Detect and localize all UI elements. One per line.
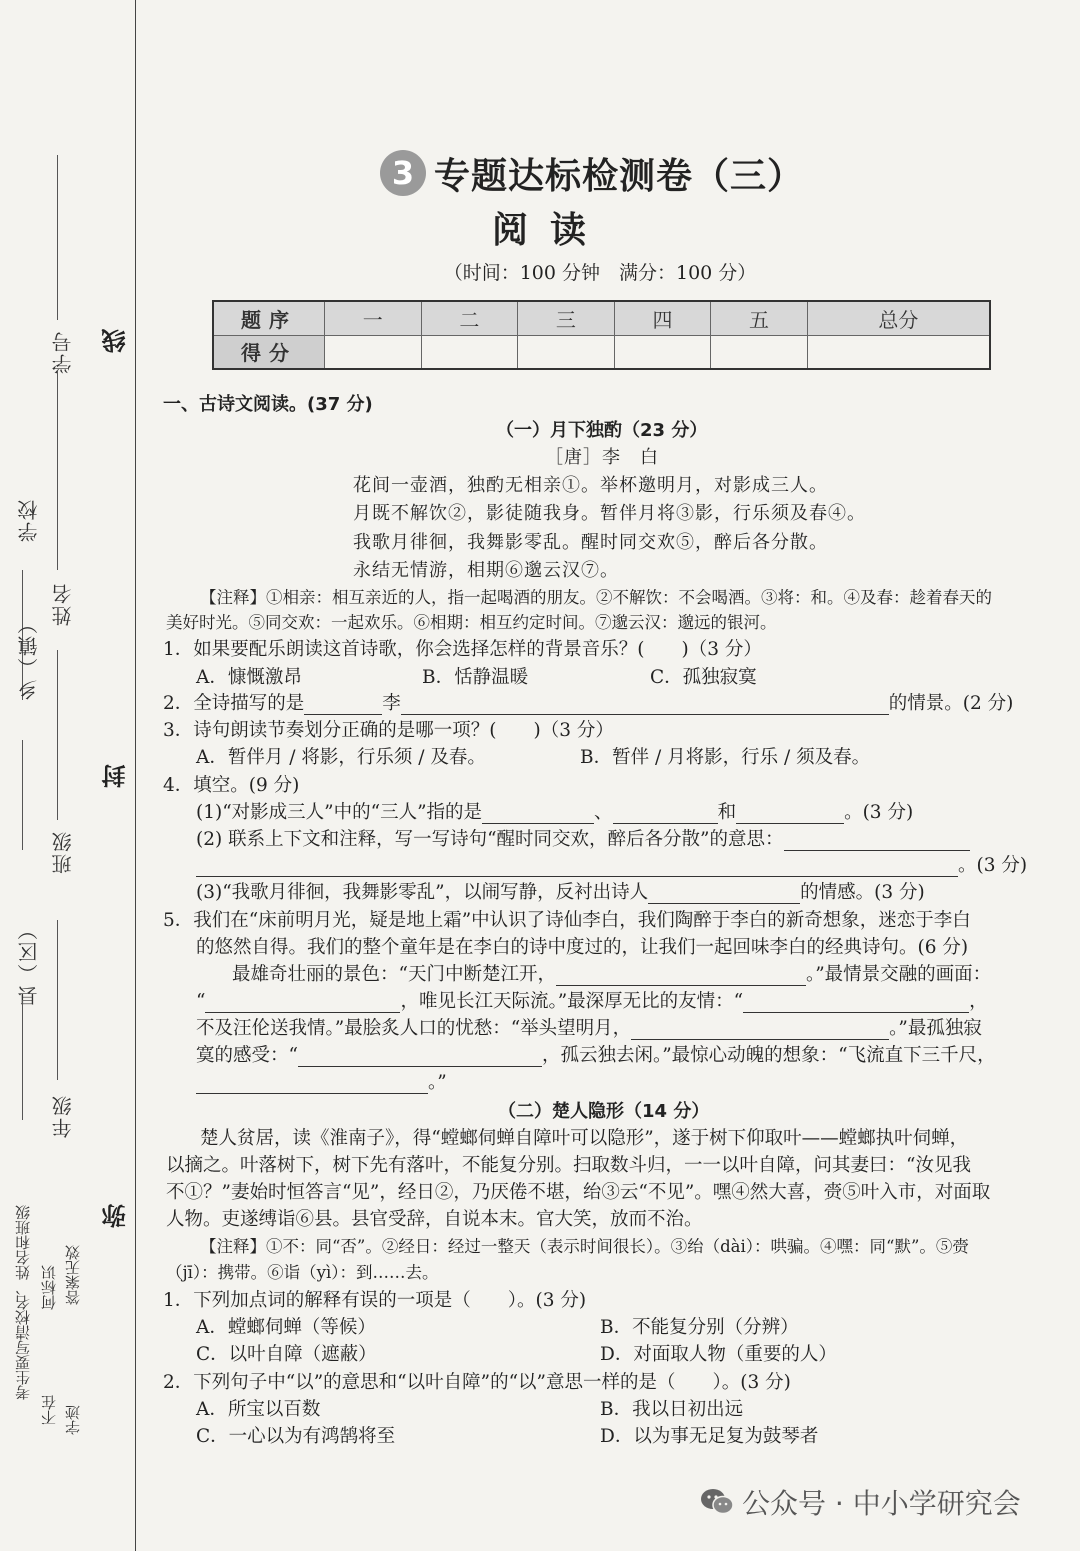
blank-county	[22, 1000, 23, 1120]
score-cell[interactable]	[421, 335, 518, 369]
s2-q1-opt-d: D．对面取人物（重要的人）	[600, 1344, 837, 1365]
q2: 2．全诗描写的是 李 的情景。(2 分)	[163, 693, 1014, 714]
q1-opt-b: B．恬静温暖	[422, 667, 529, 688]
q5-blank-5[interactable]	[298, 1048, 542, 1067]
q2-blank-1[interactable]	[304, 696, 382, 715]
q5-a: 5．我们在“床前明月光，疑是地上霜”中认识了诗仙李白，我们陶醉于李白的新奇想象，迷恋于李白	[163, 910, 971, 931]
story-line-3: 不①？”妻始时恒答言“见”，经日②，乃厌倦不堪，绐③云“不见”。嘿④然大喜，赍⑤叶入市，对面取	[166, 1182, 991, 1203]
score-cell[interactable]	[518, 335, 615, 369]
watermark: 公众号 · 中小学研究会	[700, 1482, 1021, 1522]
q5-blank-1[interactable]	[556, 967, 806, 986]
blank-class	[57, 650, 58, 820]
poem-author: ［唐］李 白	[545, 447, 659, 468]
q4-1-blank-1[interactable]	[482, 805, 594, 824]
q5-g: 。”	[196, 1068, 1040, 1094]
row-head-score: 得分	[213, 335, 325, 369]
label-grade: 年级	[51, 1094, 75, 1138]
exam-title	[380, 143, 804, 203]
blank-town	[22, 740, 23, 850]
title-text: 专题达标检测卷（三）	[434, 155, 805, 197]
binding-note-3: 何标识	[40, 1265, 58, 1310]
s2-q1-opt-a: A．螳螂伺蝉（等候）	[196, 1317, 376, 1338]
q3-opt-a: A．暂伴月 / 将影，行乐须 / 及春。	[196, 747, 486, 768]
col-5: 五	[711, 301, 808, 335]
poem-line-1: 花间一壶酒，独酌无相亲①。举杯邀明月，对影成三人。	[353, 475, 828, 496]
number-badge: 3	[380, 150, 426, 196]
q5-c: 最雄奇壮丽的景色：“天门中断楚江开， 。”最情景交融的画面：	[232, 964, 992, 985]
q4-2-blank-2[interactable]	[196, 858, 958, 877]
q4-2: (2) 联系上下文和注释，写一写诗句“醒时同交欢，醉后各分散”的意思：	[196, 825, 1040, 851]
label-class: 班级	[51, 830, 75, 874]
q4-1-blank-3[interactable]	[736, 805, 844, 824]
q4: 4．填空。(9 分)	[163, 775, 300, 796]
q4-3-blank[interactable]	[648, 885, 800, 904]
story-title: （二）楚人隐形（14 分）	[498, 1101, 710, 1122]
q2-blank-2[interactable]	[401, 696, 889, 715]
subtitle: 阅读	[491, 210, 608, 251]
q1-opt-c: C．孤独寂寞	[650, 667, 757, 688]
q4-1-blank-2[interactable]	[613, 805, 718, 824]
label-county: 县（区）	[17, 918, 41, 1006]
q5-blank-3[interactable]	[743, 994, 969, 1013]
score-cell[interactable]	[614, 335, 711, 369]
binding-note-1: 考生要写清校名、姓名和班级	[14, 1205, 32, 1400]
seal-word-xian: 线	[98, 325, 133, 357]
poem-title: （一）月下独酌（23 分）	[496, 420, 708, 441]
q5-f: 寞的感受：“ ，孤云独去闲。”最惊心动魄的想象：“飞流直下三千尺，	[196, 1045, 996, 1066]
q4-1: (1)“对影成三人”中的“三人”指的是 、 和 。(3 分)	[196, 802, 914, 823]
s2-q2-opt-b: B．我以日初出远	[600, 1399, 744, 1420]
story-line-2: 以摘之。叶落树下，树下先有落叶，不能复分别。扫取数斗归，一一以叶自障，问其妻曰：“汝见我	[166, 1155, 971, 1176]
score-table	[212, 300, 991, 370]
score-cell[interactable]	[711, 335, 808, 369]
notes1-line-a: 【注释】①相亲：相互亲近的人，指一起喝酒的朋友。②不解饮：不会喝酒。③将：和。④及春：趁着春天的	[200, 588, 992, 607]
col-2: 二	[421, 301, 518, 335]
s2-q1: 1．下列加点词的解释有误的一项是（ ）。(3 分)	[163, 1290, 587, 1311]
col-3: 三	[518, 301, 615, 335]
seal-word-feng: 封	[98, 760, 133, 792]
poem-line-2: 月既不解饮②，影徒随我身。暂伴月将③影，行乐须及春④。	[353, 503, 866, 524]
q5-e: 不及汪伦送我情。”最脍炙人口的忧愁：“举头望明月， 。”最孤独寂	[196, 1018, 982, 1039]
score-cell[interactable]	[807, 335, 990, 369]
col-4: 四	[614, 301, 711, 335]
s2-q2: 2．下列句子中“以”的意思和“以叶自障”的“以”意思一样的是（ ）。(3 分)	[163, 1372, 791, 1393]
story-line-4: 人物。吏遂缚诣⑥县。县官受辞，自说本末。官大笑，放而不治。	[166, 1209, 703, 1230]
section1-heading: 一、古诗文阅读。(37 分)	[163, 394, 373, 415]
label-town: 乡（镇）	[17, 612, 41, 700]
score-cell[interactable]	[325, 335, 422, 369]
blank-grade	[57, 920, 58, 1080]
q1-opt-a: A．慷慨激昂	[196, 667, 302, 688]
poem-line-4: 永结无情游，相期⑥邈云汉⑦。	[353, 560, 619, 581]
time-and-score: （时间：100 分钟 满分：100 分）	[443, 262, 757, 284]
q5-b: 的悠然自得。我们的整个童年是在李白的诗中度过的，让我们一起回味李白的经典诗句。(6 分)	[196, 937, 969, 958]
row-head-order: 题序	[213, 301, 325, 335]
notes2-line-b: （jī）：携带。⑥诣（yì）：到……去。	[166, 1263, 439, 1282]
q5-d: “ ，唯见长江天际流。”最深厚无比的友情：“ ，	[196, 991, 988, 1012]
q4-2-blank[interactable]	[784, 832, 970, 851]
wechat-icon	[700, 1488, 734, 1516]
poem-line-3: 我歌月徘徊，我舞影零乱。醒时同交欢⑤，醉后各分散。	[353, 532, 828, 553]
q4-2-cont: 。(3 分)	[196, 851, 1040, 877]
s2-q2-opt-d: D．以为事无足复为鼓琴者	[600, 1426, 819, 1447]
s2-q2-opt-a: A．所宝以百数	[196, 1399, 321, 1420]
label-school: 学校	[17, 498, 41, 542]
q5-blank-2[interactable]	[205, 994, 400, 1013]
blank-name	[57, 370, 58, 570]
seal-word-mi: 弥	[98, 1200, 133, 1232]
notes2-line-a: 【注释】①不：同“否”。②经日：经过一整天（表示时间很长）。③绐（dài）：哄骗。④嘿：同“默”。⑤赍	[200, 1237, 969, 1256]
binding-note-4: 字迹	[64, 1405, 82, 1435]
binding-note-6: 答案无效	[64, 1245, 82, 1305]
q3: 3．诗句朗读节奏划分正确的是哪一项？( )（3 分）	[163, 720, 614, 741]
col-total: 总分	[807, 301, 990, 335]
q3-opt-b: B．暂伴 / 月将影，行乐 / 须及春。	[580, 747, 871, 768]
q5-blank-4[interactable]	[631, 1021, 889, 1040]
label-student-id: 学号	[51, 330, 75, 374]
q1: 1．如果要配乐朗读这首诗歌，你会选择怎样的背景音乐？( )（3 分）	[163, 639, 762, 660]
col-1: 一	[325, 301, 422, 335]
s2-q2-opt-c: C．一心以为有鸿鹄将至	[196, 1426, 396, 1447]
label-name: 姓名	[51, 582, 75, 626]
q5-blank-6[interactable]	[196, 1075, 428, 1094]
notes1-line-b: 美好时光。⑤同交欢：一起欢乐。⑥相期：相互约定时间。⑦邈云汉：邈远的银河。	[166, 613, 777, 632]
binding-note-2: 不在	[40, 1395, 58, 1425]
s2-q1-opt-c: C．以叶自障（遮蔽）	[196, 1344, 377, 1365]
story-line-1: 楚人贫居，读《淮南子》，得“螳螂伺蝉自障叶可以隐形”，遂于树下仰取叶——螳螂执叶伺蝉，	[200, 1128, 969, 1149]
q4-3: (3)“我歌月徘徊，我舞影零乱”，以闹写静，反衬出诗人 的情感。(3 分)	[196, 882, 925, 903]
s2-q1-opt-b: B．不能复分别（分辨）	[600, 1317, 799, 1338]
